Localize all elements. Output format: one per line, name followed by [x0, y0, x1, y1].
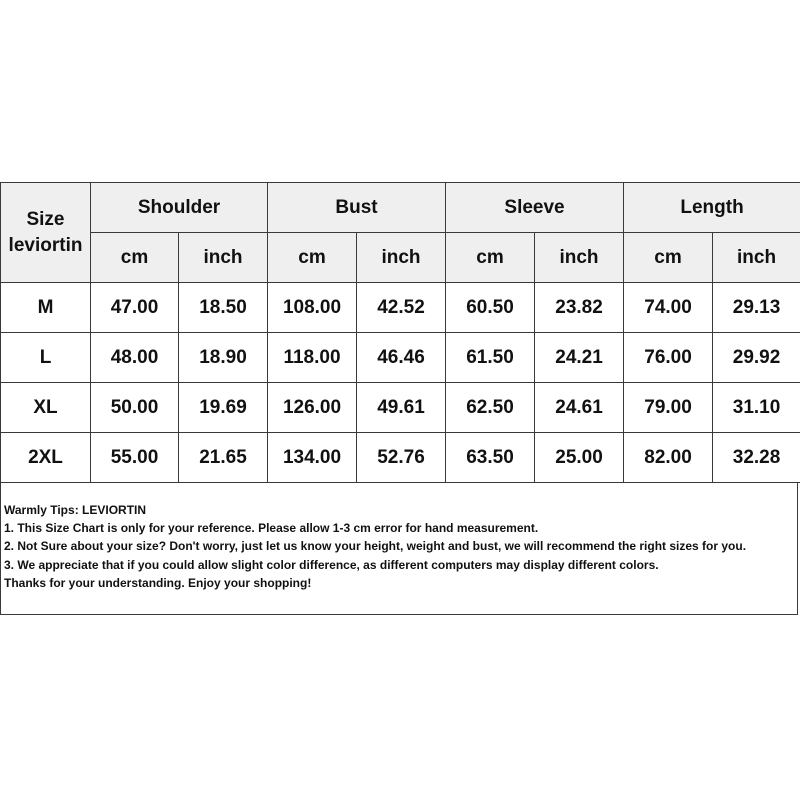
size-column-header — [1, 183, 91, 283]
tips-title: Warmly Tips: LEVIORTIN — [4, 503, 147, 517]
table-cell: 18.90 — [179, 333, 268, 383]
tips-box — [0, 483, 798, 615]
table-cell: 29.13 — [713, 283, 800, 333]
table-cell: 32.28 — [713, 433, 800, 483]
table-cell: 48.00 — [91, 333, 179, 383]
size-chart — [0, 182, 800, 615]
table-cell: 31.10 — [713, 383, 800, 433]
table-cell: 19.69 — [179, 383, 268, 433]
tip-line-1: 1. This Size Chart is only for your reference. Please allow 1-3 cm error for hand measurement. — [4, 521, 539, 536]
table-cell: 29.92 — [713, 333, 800, 383]
group-header-bust: Bust — [268, 183, 446, 233]
group-header-length: Length — [624, 183, 800, 233]
size-table — [0, 182, 800, 483]
table-cell: 126.00 — [268, 383, 357, 433]
table-cell: 23.82 — [535, 283, 624, 333]
tip-line-3: 3. We appreciate that if you could allow slight color difference, as different computers may display different colors. — [4, 557, 659, 572]
table-cell: 47.00 — [91, 283, 179, 333]
table-cell: 18.50 — [179, 283, 268, 333]
table-cell: 60.50 — [446, 283, 535, 333]
tip-line-2: 2. Not Sure about your size? Don't worry, just let us know your height, weight and bust, we will recommend the right sizes for you. — [4, 539, 747, 554]
table-cell: 62.50 — [446, 383, 535, 433]
size-cell: XL — [1, 383, 91, 433]
group-header-sleeve: Sleeve — [446, 183, 624, 233]
table-cell: 21.65 — [179, 433, 268, 483]
table-row — [1, 283, 800, 333]
table-cell: 76.00 — [624, 333, 713, 383]
table-cell: 25.00 — [535, 433, 624, 483]
unit-header: inch — [535, 233, 624, 283]
size-cell: M — [1, 283, 91, 333]
unit-header: cm — [624, 233, 713, 283]
size-cell: L — [1, 333, 91, 383]
size-cell: 2XL — [1, 433, 91, 483]
table-cell: 61.50 — [446, 333, 535, 383]
table-cell: 134.00 — [268, 433, 357, 483]
size-header-line-2: leviortin — [8, 234, 83, 256]
group-header-shoulder: Shoulder — [91, 183, 268, 233]
unit-header: inch — [357, 233, 446, 283]
table-row — [1, 333, 800, 383]
size-header-line-1: Size — [26, 208, 65, 230]
table-row — [1, 433, 800, 483]
table-cell: 118.00 — [268, 333, 357, 383]
table-cell: 49.61 — [357, 383, 446, 433]
unit-header: cm — [268, 233, 357, 283]
table-cell: 55.00 — [91, 433, 179, 483]
table-cell: 24.61 — [535, 383, 624, 433]
table-cell: 108.00 — [268, 283, 357, 333]
table-cell: 42.52 — [357, 283, 446, 333]
table-row — [1, 383, 800, 433]
unit-header: cm — [446, 233, 535, 283]
table-cell: 46.46 — [357, 333, 446, 383]
unit-header: inch — [179, 233, 268, 283]
tips-closing: Thanks for your understanding. Enjoy your shopping! — [4, 575, 312, 590]
table-cell: 50.00 — [91, 383, 179, 433]
unit-header: inch — [713, 233, 800, 283]
table-cell: 63.50 — [446, 433, 535, 483]
unit-header: cm — [91, 233, 179, 283]
table-cell: 74.00 — [624, 283, 713, 333]
table-cell: 82.00 — [624, 433, 713, 483]
table-cell: 79.00 — [624, 383, 713, 433]
table-cell: 52.76 — [357, 433, 446, 483]
table-cell: 24.21 — [535, 333, 624, 383]
